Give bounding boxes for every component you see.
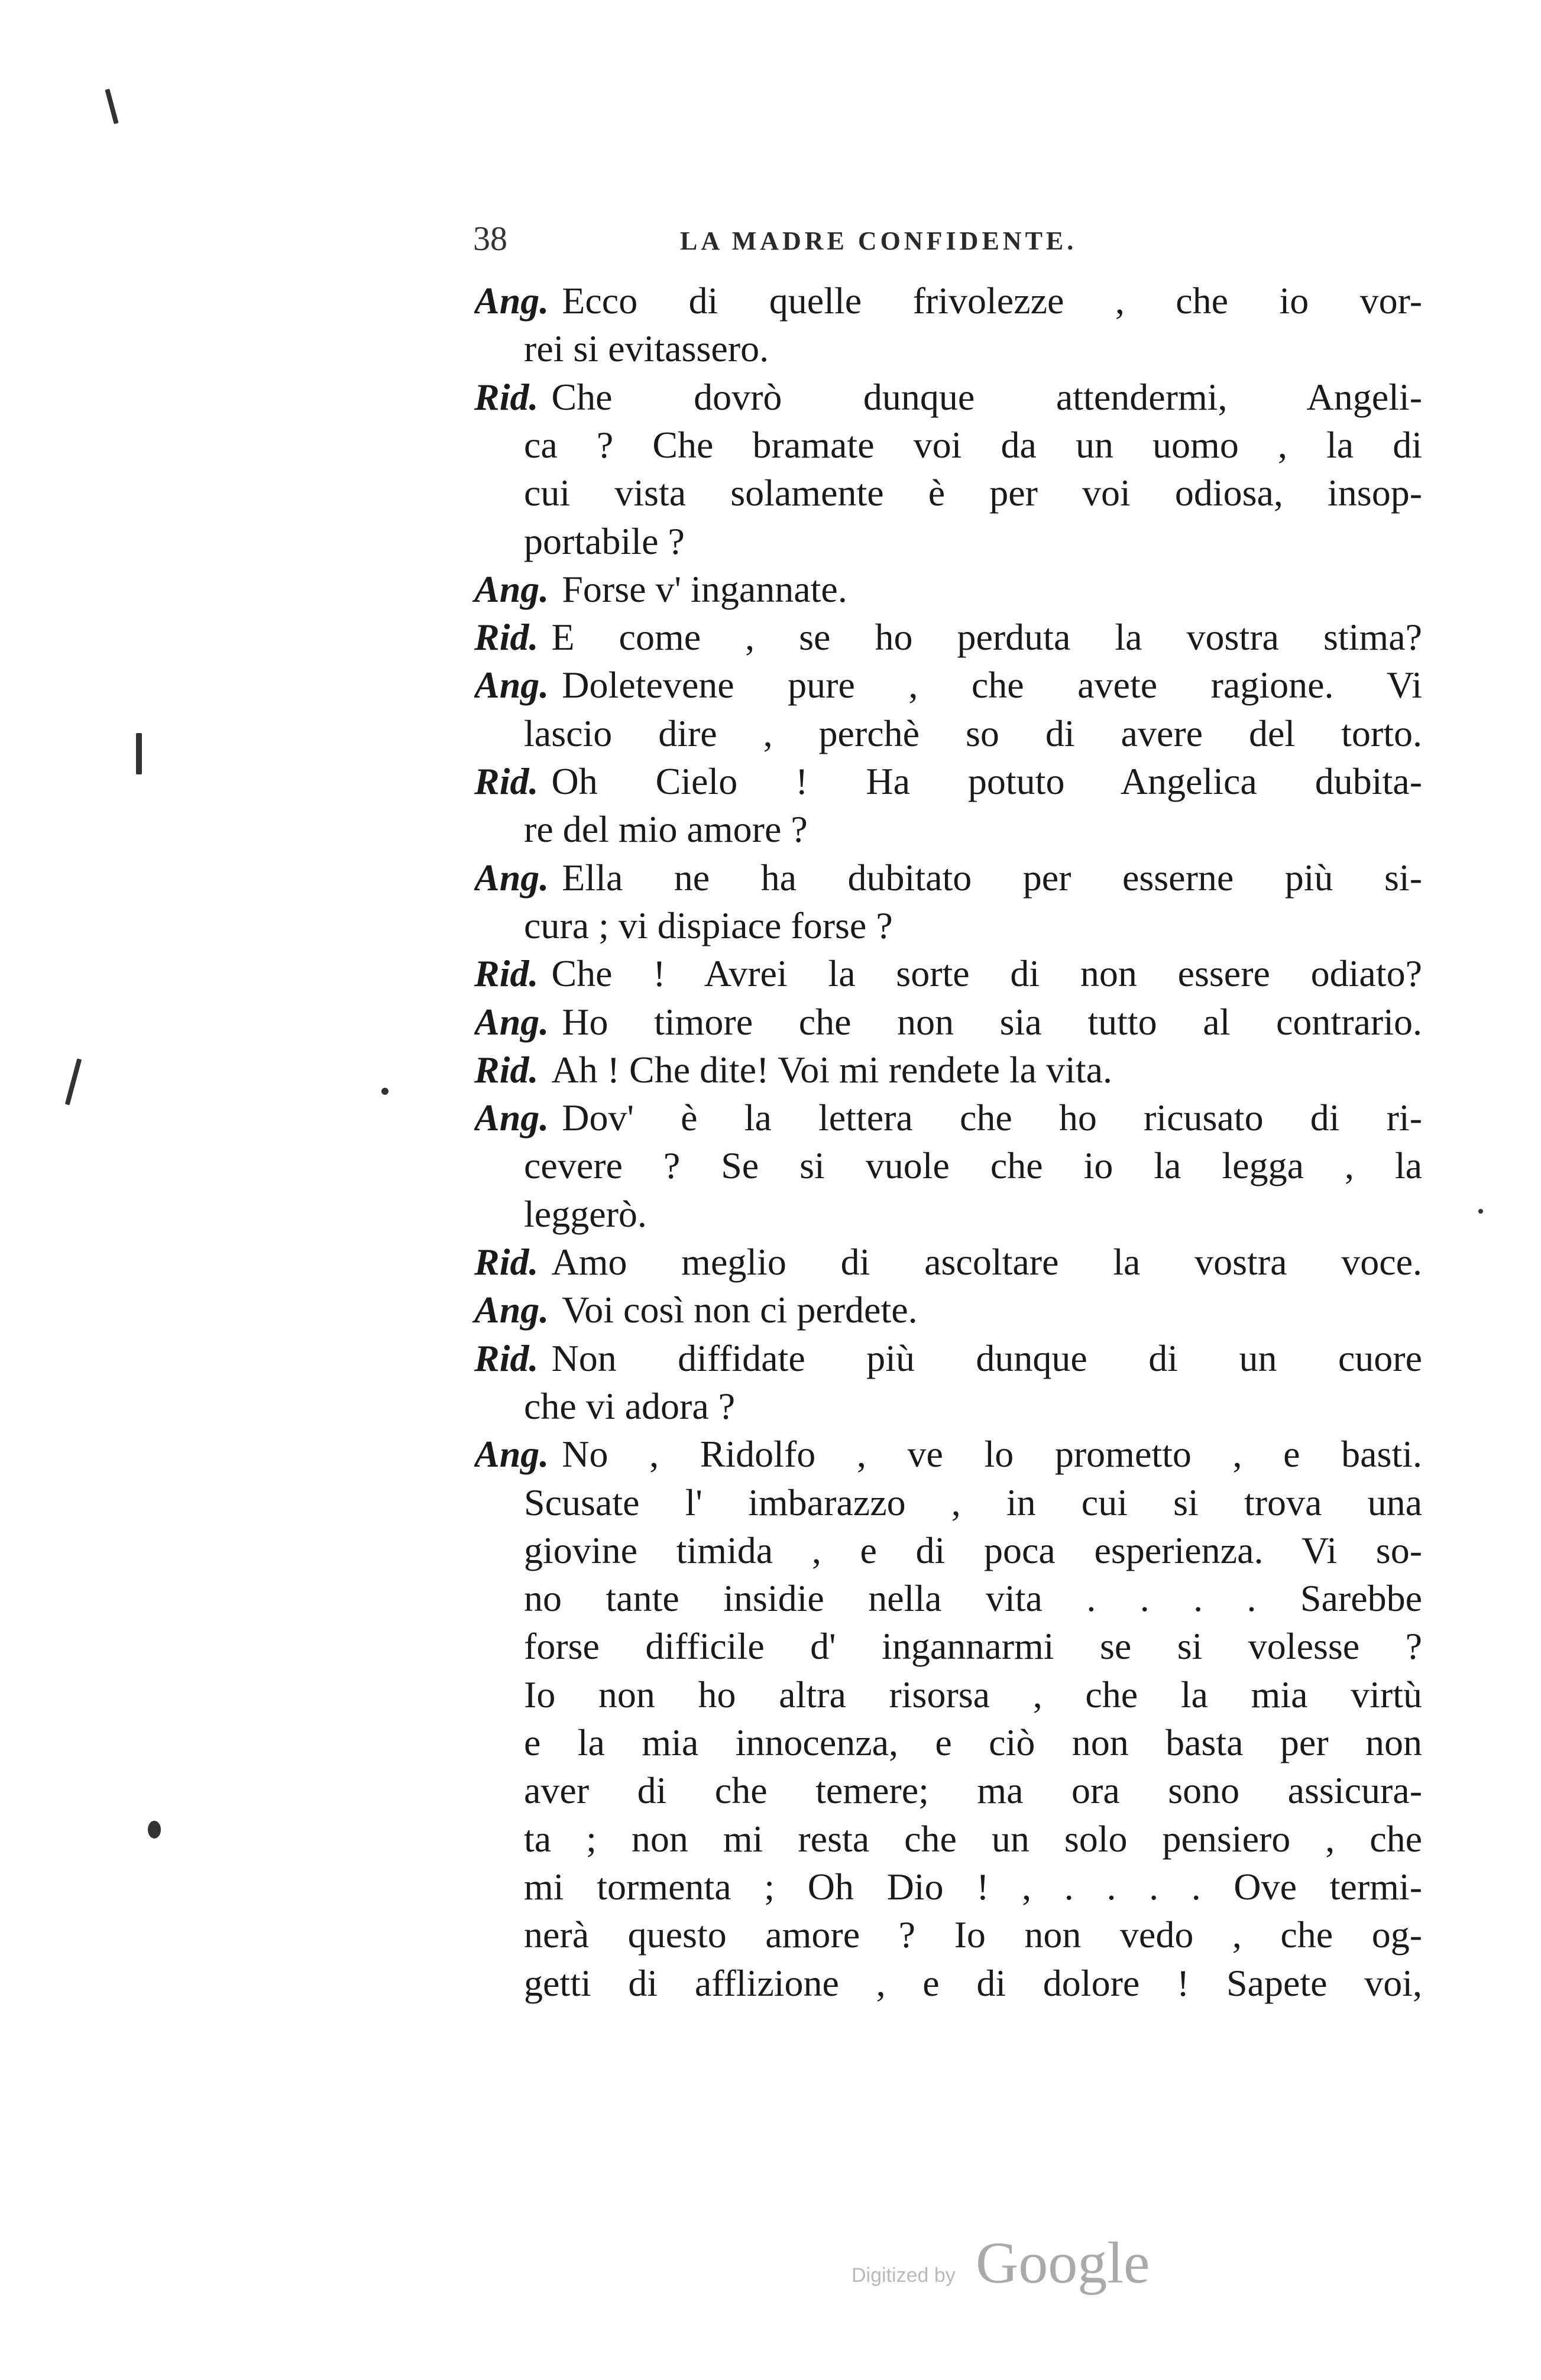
line-text: forse difficile d' ingannarmi se si volesse ? — [524, 1625, 1422, 1668]
line-text: E come , se ho perduta la vostra stima? — [551, 616, 1422, 659]
line-text: Scusate l' imbarazzo , in cui si trova una — [524, 1481, 1422, 1523]
line-text: Ella ne ha dubitato per esserne più si- — [562, 856, 1422, 899]
line-text: Voi così non ci perdete. — [562, 1289, 918, 1331]
text-line — [474, 1430, 1422, 1478]
text-line — [474, 661, 1422, 709]
line-text: aver di che temere; ma ora sono assicura- — [524, 1769, 1422, 1812]
speaker-label: Ang. — [474, 664, 549, 706]
line-text: Doletevene pure , che avete ragione. Vi — [562, 664, 1422, 706]
text-line — [474, 277, 1422, 325]
text-line — [524, 517, 1422, 566]
line-text: portabile ? — [524, 520, 685, 562]
text-line — [524, 709, 1422, 758]
text-line — [524, 1815, 1422, 1863]
speaker-label: Rid. — [474, 616, 539, 659]
line-text: e la mia innocenza, e ciò non basta per non — [524, 1721, 1422, 1763]
text-line — [524, 1526, 1422, 1575]
line-text: Amo meglio di ascoltare la vostra voce. — [551, 1241, 1422, 1283]
text-line — [524, 1190, 1422, 1238]
speaker-label: Rid. — [474, 952, 539, 995]
text-line — [524, 1622, 1422, 1671]
line-text: Che dovrò dunque attendermi, Angeli- — [551, 375, 1422, 418]
speaker-label: Rid. — [474, 375, 539, 418]
line-text: Oh Cielo ! Ha potuto Angelica dubita- — [551, 760, 1422, 802]
speaker-label: Ang. — [474, 1433, 549, 1476]
text-line — [524, 1382, 1422, 1431]
text-line — [474, 1046, 1422, 1094]
line-text: cevere ? Se si vuole che io la legga , la — [524, 1144, 1422, 1187]
text-line — [524, 469, 1422, 517]
line-text: mi tormenta ; Oh Dio ! , . . . . Ove termi- — [524, 1865, 1422, 1908]
speaker-label: Ang. — [474, 280, 549, 322]
line-text: che vi adora ? — [524, 1384, 736, 1427]
text-line — [474, 1334, 1422, 1383]
line-text: No , Ridolfo , ve lo prometto , e basti. — [562, 1433, 1422, 1476]
text-line — [474, 757, 1422, 806]
line-text: Io non ho altra risorsa , che la mia virtù — [524, 1673, 1422, 1716]
text-line — [524, 1863, 1422, 1911]
text-line — [474, 1286, 1422, 1334]
google-watermark-logo: Google — [976, 2230, 1150, 2295]
speaker-label: Rid. — [474, 1048, 539, 1091]
speaker-label: Ang. — [474, 1097, 549, 1139]
text-line — [524, 1718, 1422, 1767]
page-number: 38 — [473, 219, 507, 258]
line-text: Ho timore che non sia tutto al contrario. — [562, 1000, 1422, 1043]
text-line — [524, 421, 1422, 469]
speaker-label: Rid. — [474, 760, 539, 802]
line-text: leggerò. — [524, 1192, 647, 1235]
watermark-prefix: Digitized by — [852, 2264, 956, 2287]
line-text: Dov' è la lettera che ho ricusato di ri- — [562, 1097, 1422, 1139]
text-line — [474, 565, 1422, 614]
line-text: Ah ! Che dite! Voi mi rendete la vita. — [551, 1048, 1112, 1091]
line-text: rei si evitassero. — [524, 328, 769, 370]
text-line — [524, 1478, 1422, 1527]
line-text: ta ; non mi resta che un solo pensiero , che — [524, 1817, 1422, 1860]
text-line — [524, 325, 1422, 373]
scan-speck — [105, 89, 118, 124]
line-text: Ecco di quelle frivolezze , che io vor- — [562, 280, 1422, 322]
text-line — [524, 1671, 1422, 1719]
text-line — [474, 1238, 1422, 1286]
scan-speck — [381, 1088, 389, 1095]
text-line — [474, 998, 1422, 1046]
scan-speck — [148, 1821, 161, 1838]
scan-speck — [1478, 1209, 1483, 1214]
speaker-label: Rid. — [474, 1337, 539, 1379]
line-text: ca ? Che bramate voi da un uomo , la di — [524, 423, 1422, 466]
speaker-label: Ang. — [474, 1000, 549, 1043]
speaker-label: Ang. — [474, 856, 549, 899]
text-line — [524, 1959, 1422, 2008]
text-line — [474, 613, 1422, 662]
line-text: Forse v' ingannate. — [562, 568, 847, 610]
line-text: cura ; vi dispiace forse ? — [524, 904, 893, 946]
line-text: nerà questo amore ? Io non vedo , che og- — [524, 1914, 1422, 1956]
line-text: Non diffidate più dunque di un cuore — [551, 1337, 1422, 1379]
speaker-label: Ang. — [474, 568, 549, 610]
text-line — [474, 1094, 1422, 1142]
line-text: lascio dire , perchè so di avere del torto. — [524, 712, 1422, 754]
running-title: LA MADRE CONFIDENTE. — [680, 226, 1077, 255]
line-text: cui vista solamente è per voi odiosa, insop- — [524, 472, 1422, 514]
text-line — [524, 1574, 1422, 1623]
line-text: giovine timida , e di poca esperienza. Vi so- — [524, 1529, 1422, 1571]
speaker-label: Rid. — [474, 1241, 539, 1283]
text-line — [524, 1766, 1422, 1815]
text-line — [524, 1911, 1422, 1959]
line-text: no tante insidie nella vita . . . . Sarebbe — [524, 1577, 1422, 1620]
text-line — [524, 1142, 1422, 1190]
text-line — [474, 949, 1422, 998]
speaker-label: Ang. — [474, 1289, 549, 1331]
text-line — [474, 854, 1422, 902]
scan-speck — [136, 733, 142, 774]
scan-speck — [65, 1058, 82, 1105]
text-line — [474, 373, 1422, 421]
line-text: Che ! Avrei la sorte di non essere odiato? — [551, 952, 1422, 995]
text-line — [524, 805, 1422, 854]
text-line — [524, 902, 1422, 950]
line-text: re del mio amore ? — [524, 808, 808, 851]
line-text: getti di afflizione , e di dolore ! Sapete voi, — [524, 1961, 1422, 2004]
